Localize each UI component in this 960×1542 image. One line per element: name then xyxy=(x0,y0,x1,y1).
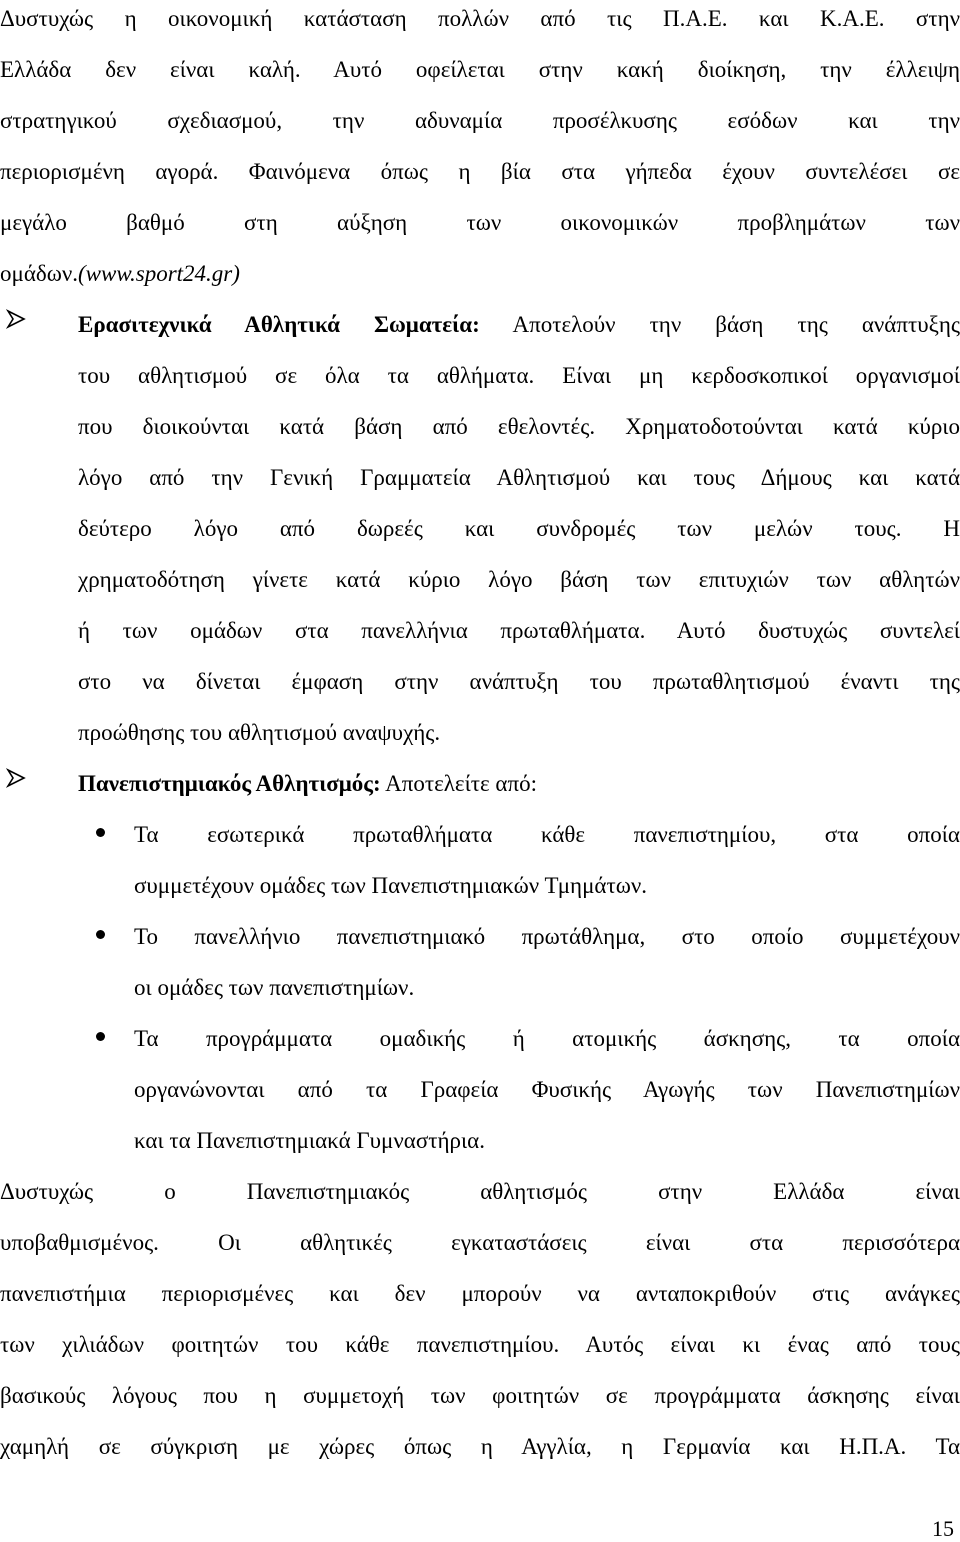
round-bullet-icon xyxy=(96,828,105,837)
text-line: Ελλάδα δεν είναι καλή. Αυτό οφείλεται στην κακή διοίκηση, την έλλειψη xyxy=(0,57,960,82)
item-heading: Πανεπιστημιακός Αθλητισμός: xyxy=(78,771,381,796)
text-line: προώθησης του αθλητισμού αναψυχής. xyxy=(78,720,441,745)
text-line: περιορισμένη αγορά. Φαινόμενα όπως η βία στα γήπεδα έχουν συντελέσει σε xyxy=(0,159,960,184)
text-line: και τα Πανεπιστημιακά Γυμναστήρια. xyxy=(134,1128,485,1153)
text-line: δεύτερο λόγο από δωρεές και συνδρομές των μελών τους. Η xyxy=(78,516,960,541)
text-line: στο να δίνεται έμφαση στην ανάπτυξη του πρωταθλητισμού έναντι της xyxy=(78,669,960,694)
text-line: ή των ομάδων στα πανελλήνια πρωταθλήματα. Αυτό δυστυχώς συντελεί xyxy=(78,618,960,643)
arrowhead-bullet-icon xyxy=(6,309,26,329)
text-line: στρατηγικού σχεδιασμού, την αδυναμία προσέλκυσης εσόδων και την xyxy=(0,108,960,133)
list-item-university-athletics xyxy=(78,769,960,820)
text-line: Τα εσωτερικά πρωταθλήματα κάθε πανεπιστημίου, στα οποία xyxy=(134,822,960,847)
sub-list-item xyxy=(134,1024,960,1177)
text-line: Το πανελλήνιο πανεπιστημιακό πρωτάθλημα, στο οποίο συμμετέχουν xyxy=(134,924,960,949)
paragraph-1 xyxy=(0,4,960,310)
page-number: 15 xyxy=(932,1516,954,1541)
text-line: οι ομάδες των πανεπιστημίων. xyxy=(134,975,415,1000)
text-line: συμμετέχουν ομάδες των Πανεπιστημιακών Τμημάτων. xyxy=(134,873,647,898)
text-line xyxy=(78,310,960,361)
text-line: μεγάλο βαθμό στη αύξηση των οικονομικών προβλημάτων των xyxy=(0,210,960,235)
sub-list-item xyxy=(134,922,960,1024)
text-line: χαμηλή σε σύγκριση με χώρες όπως η Αγγλία, η Γερμανία και Η.Π.Α. Τα xyxy=(0,1434,960,1459)
text-line: χρηματοδότηση γίνετε κατά κύριο λόγο βάση των επιτυχιών των αθλητών xyxy=(78,567,960,592)
text-line: πανεπιστήμια περιορισμένες και δεν μπορούν να ανταποκριθούν στις ανάγκες xyxy=(0,1281,960,1306)
arrowhead-bullet-icon xyxy=(6,768,26,788)
text-line: Δυστυχώς ο Πανεπιστημιακός αθλητισμός στην Ελλάδα είναι xyxy=(0,1179,960,1204)
text-line: οργανώνονται από τα Γραφεία Φυσικής Αγωγής των Πανεπιστημίων xyxy=(134,1077,960,1102)
text-span: ομάδων. xyxy=(0,261,79,286)
text-line: Δυστυχώς η οικονομική κατάσταση πολλών από τις Π.Α.Ε. και Κ.Α.Ε. στην xyxy=(0,6,960,31)
list-item-amateur-clubs xyxy=(78,310,960,769)
text-line: λόγο από την Γενική Γραμματεία Αθλητισμού και τους Δήμους και κατά xyxy=(78,465,960,490)
text-line: βασικούς λόγους που η συμμετοχή των φοιτητών σε προγράμματα άσκησης είναι xyxy=(0,1383,960,1408)
item-heading: Ερασιτεχνικά Αθλητικά Σωματεία: xyxy=(78,312,480,337)
round-bullet-icon xyxy=(96,930,105,939)
text-line xyxy=(0,259,960,310)
round-bullet-icon xyxy=(96,1032,105,1041)
text-span: Αποτελείτε από: xyxy=(380,771,537,796)
sub-list-item xyxy=(134,820,960,922)
text-line: των χιλιάδων φοιτητών του κάθε πανεπιστημίου. Αυτός είναι κι ένας από τους xyxy=(0,1332,960,1357)
paragraph-2 xyxy=(0,1177,960,1483)
text-line: Τα προγράμματα ομαδικής ή ατομικής άσκησης, τα οποία xyxy=(134,1026,960,1051)
text-line: του αθλητισμού σε όλα τα αθλήματα. Είναι μη κερδοσκοπικοί οργανισμοί xyxy=(78,363,960,388)
text-span: Αποτελούν την βάση της ανάπτυξης xyxy=(479,312,960,337)
text-line: που διοικούνται κατά βάση από εθελοντές. Χρηματοδοτούνται κατά κύριο xyxy=(78,414,960,439)
source-link[interactable]: (www.sport24.gr) xyxy=(78,261,240,286)
text-line xyxy=(78,769,960,820)
text-line: υποβαθμισμένος. Οι αθλητικές εγκαταστάσεις είναι στα περισσότερα xyxy=(0,1230,960,1255)
